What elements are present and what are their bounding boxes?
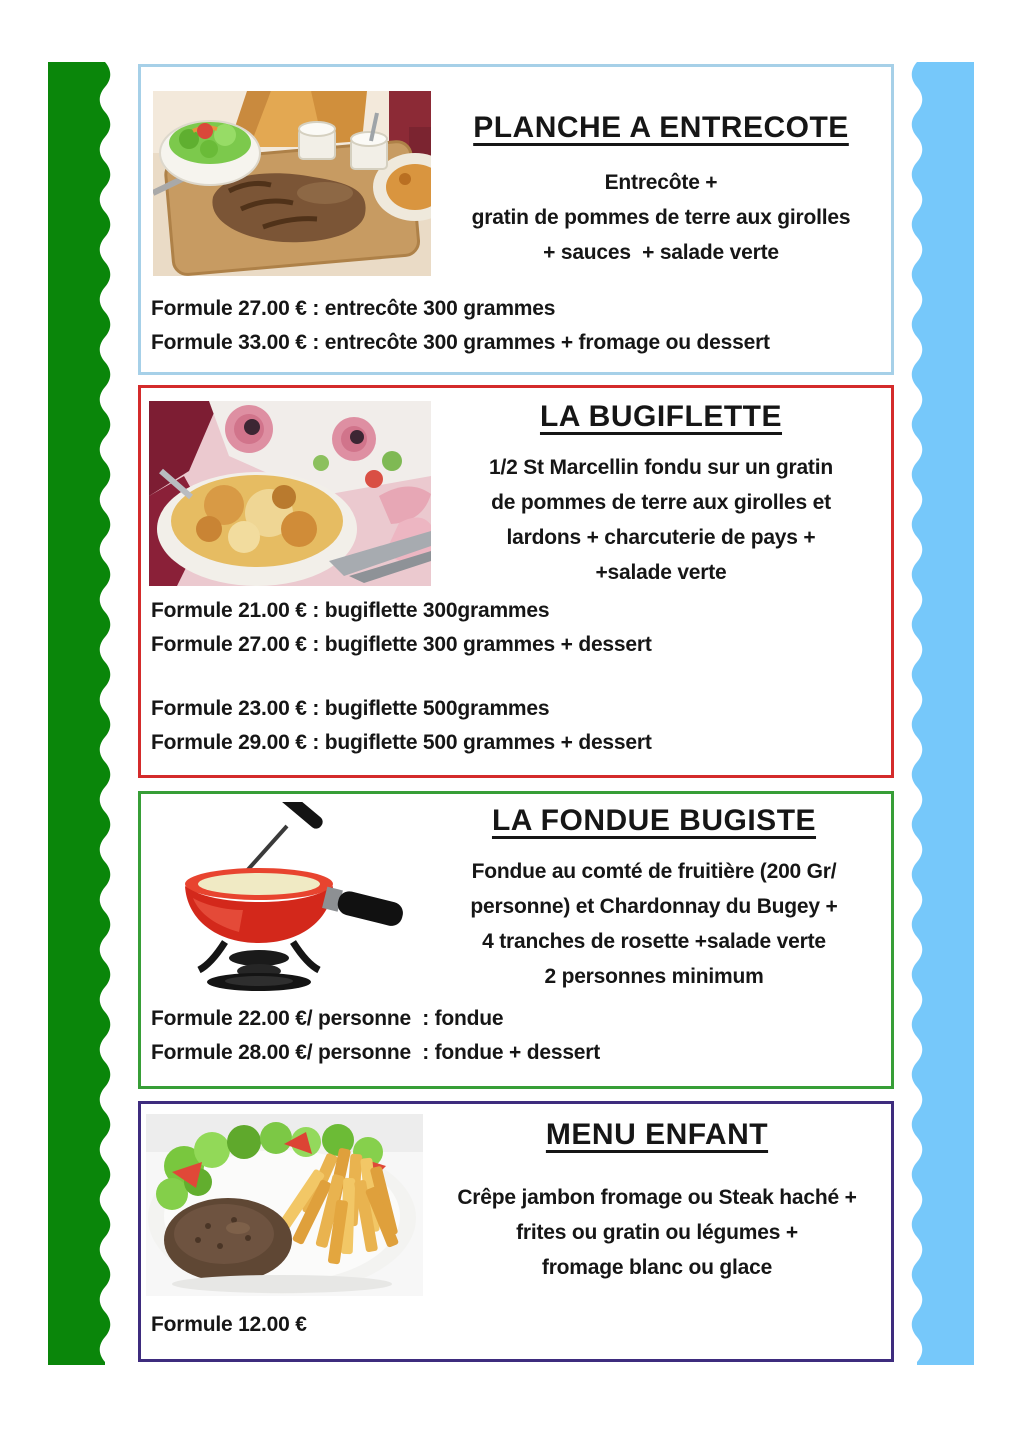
formule-line: Formule 22.00 €/ personne : fondue: [151, 1007, 504, 1030]
formules-list: [141, 594, 891, 760]
description-line: +salade verte: [595, 561, 727, 584]
formule-line: Formule 33.00 € : entrecôte 300 grammes + fromage ou dessert: [151, 331, 770, 354]
right-wavy-stripe-shape: [912, 62, 974, 1365]
steak-hache: [164, 1198, 292, 1282]
description-line: frites ou gratin ou légumes +: [516, 1221, 798, 1244]
section-title: LA FONDUE BUGISTE: [491, 804, 817, 837]
description-line: Crêpe jambon fromage ou Steak haché +: [457, 1186, 857, 1209]
formules-list: [141, 1002, 891, 1070]
description-line: + sauces + salade verte: [543, 241, 779, 264]
formule-line: Formule 27.00 € : entrecôte 300 grammes: [151, 297, 556, 320]
section-title: LA BUGIFLETTE: [539, 400, 783, 433]
description-line: de pommes de terre aux girolles et: [491, 491, 831, 514]
description-line: lardons + charcuterie de pays +: [506, 526, 816, 549]
description-line: gratin de pommes de terre aux girolles: [471, 206, 851, 229]
section-title: PLANCHE A ENTRECOTE: [473, 111, 849, 144]
left-wavy-stripe: [48, 62, 114, 1365]
section-description: [431, 165, 891, 270]
left-wavy-stripe-shape: [48, 62, 110, 1365]
formule-line: Formule 27.00 € : bugiflette 300 grammes + dessert: [151, 633, 652, 656]
formules-list: [141, 292, 891, 360]
salad-bowl: [160, 121, 260, 185]
section-description: [417, 854, 891, 994]
description-line: 4 tranches de rosette +salade verte: [482, 930, 826, 953]
description-line: Fondue au comté de fruitière (200 Gr/: [471, 860, 837, 883]
description-line: 1/2 St Marcellin fondu sur un gratin: [488, 456, 833, 479]
description-line: 2 personnes minimum: [544, 965, 764, 988]
section-bugiflette: [138, 385, 894, 778]
formule-line: Formule 28.00 €/ personne : fondue + dessert: [151, 1041, 601, 1064]
formule-line: Formule 12.00 €: [151, 1313, 307, 1336]
menu-enfant-photo: [146, 1114, 423, 1296]
description-line: fromage blanc ou glace: [541, 1256, 773, 1279]
formule-line: Formule 23.00 € : bugiflette 500grammes: [151, 697, 550, 720]
section-description: [431, 450, 891, 590]
right-wavy-stripe: [908, 62, 974, 1365]
section-fondue-bugiste: [138, 791, 894, 1089]
section-menu-enfant: [138, 1101, 894, 1362]
formule-line: Formule 21.00 € : bugiflette 300grammes: [151, 599, 550, 622]
description-line: Entrecôte +: [604, 171, 718, 194]
planche-entrecote-photo: [153, 91, 431, 276]
formules-list: [141, 1308, 891, 1342]
formule-line: Formule 29.00 € : bugiflette 500 grammes + dessert: [151, 731, 652, 754]
bugiflette-photo: [149, 401, 431, 586]
fondue-photo: [147, 802, 417, 992]
section-planche-entrecote: [138, 64, 894, 375]
description-line: personne) et Chardonnay du Bugey +: [470, 895, 838, 918]
section-description: [423, 1180, 891, 1285]
section-title: MENU ENFANT: [545, 1118, 769, 1151]
